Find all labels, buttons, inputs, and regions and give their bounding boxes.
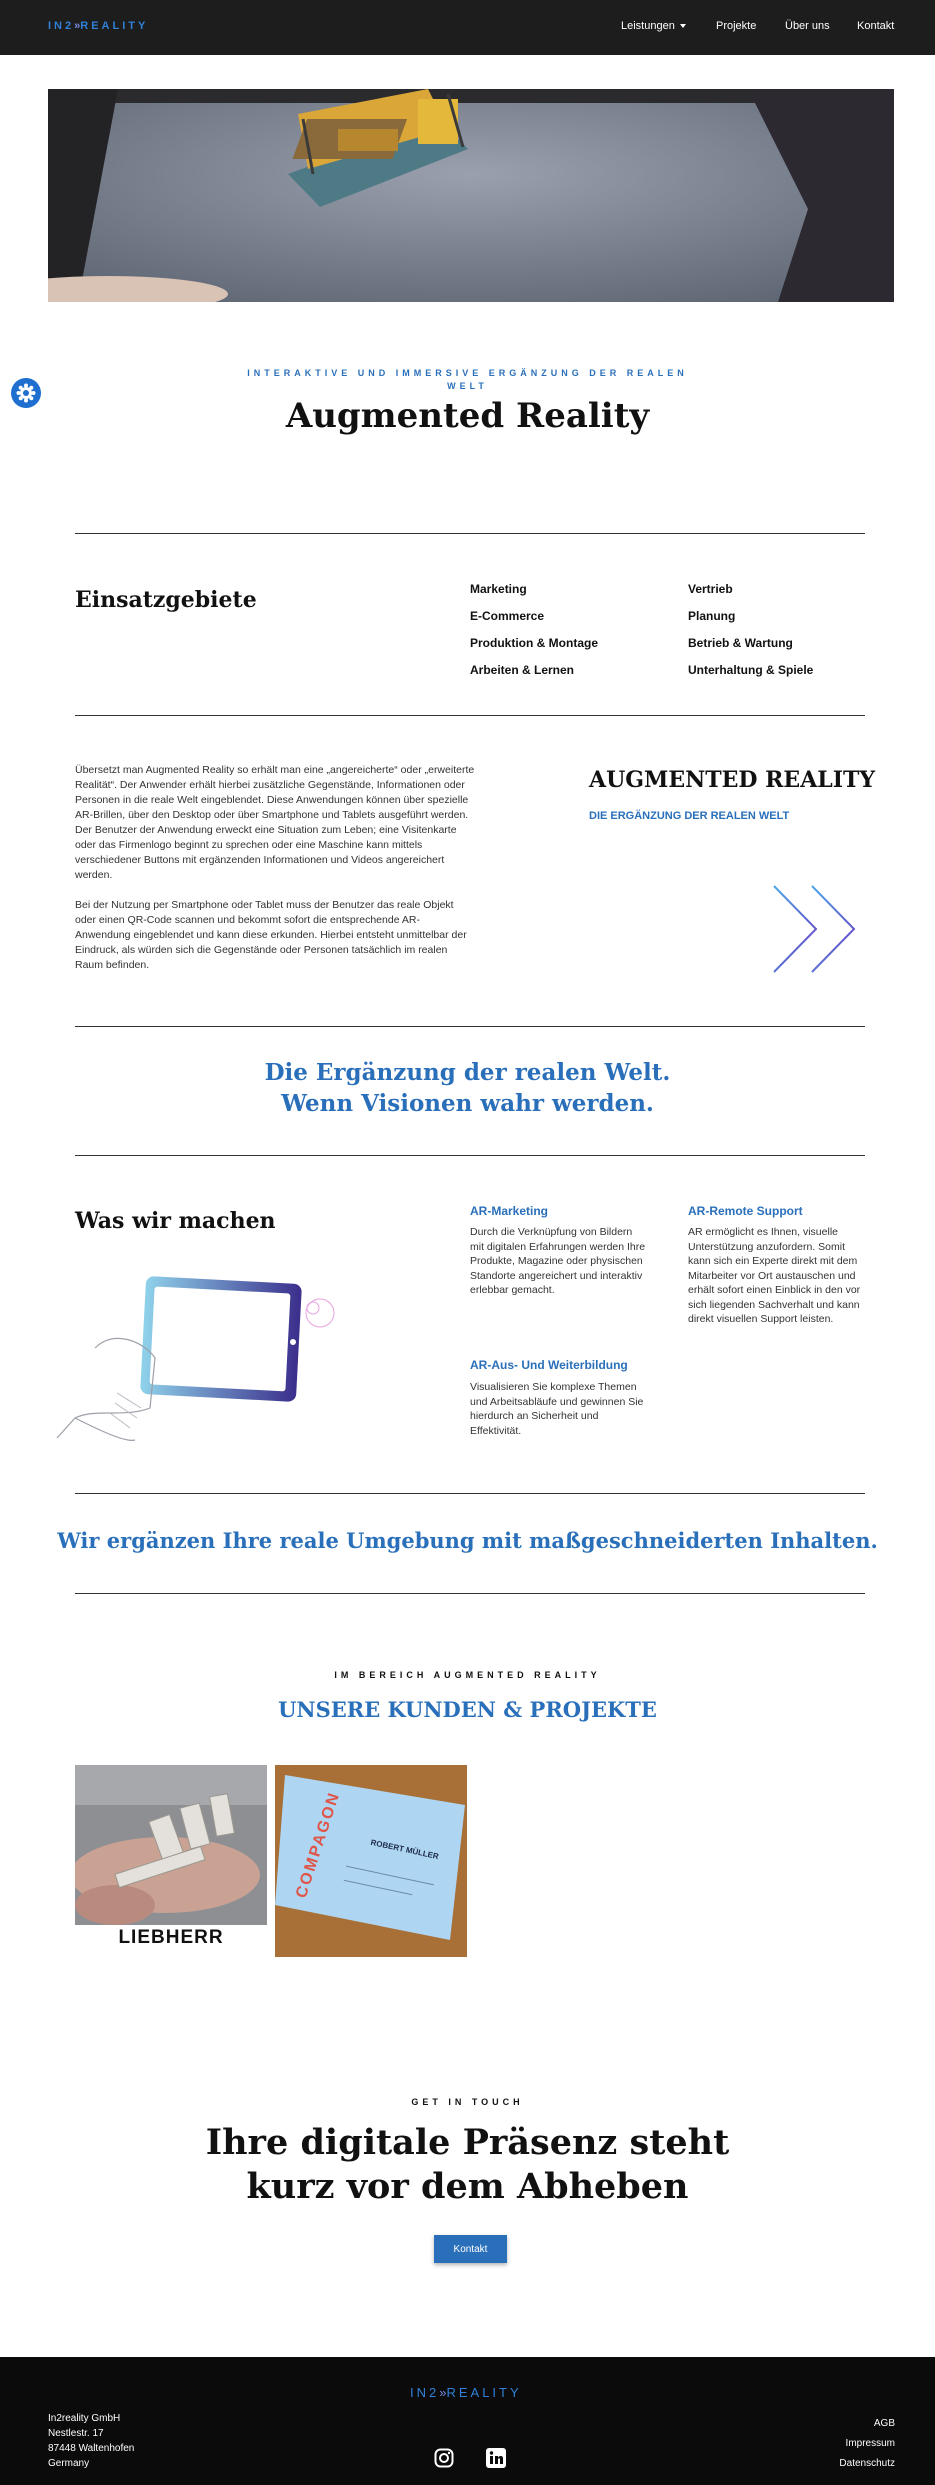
project-card-liebherr[interactable] [75,1765,267,1957]
footer-link-agb[interactable]: AGB [873,2418,895,2429]
nav-services[interactable] [621,20,686,32]
cta-kicker: GET IN TOUCH [411,2097,524,2107]
site-logo[interactable] [48,20,148,32]
liebherr-logo: LIEBHERR [118,1927,224,1948]
service-title: AR-Aus- Und Weiterbildung [470,1358,628,1372]
intro-kicker: INTERAKTIVE UND IMMERSIVE ERGÄNZUNG DER REALEN WELT [247,368,688,391]
area-item: Betrieb & Wartung [688,636,793,650]
area-item: E-Commerce [470,609,545,623]
contact-button[interactable]: Kontakt [434,2235,507,2263]
service-text: AR ermöglicht es Ihnen, visuelle Unterstützung anzufordern. Somit kann sich ein Experte direkt mit dem Mitarbeiter vor Ort austauschen und erhält sofort einen Einblick in den vor sich liegenden Sachverhalt und kann direkt visuellen Support leisten. [688,1226,861,1325]
project-image [75,1765,267,1925]
linkedin-icon[interactable] [486,2448,506,2468]
cta-title-line-2: kurz vor dem Abheben [246,2166,689,2207]
footer-company: In2reality GmbH [48,2413,121,2424]
card-name: ROBERT MÜLLER [369,1837,440,1862]
logo-text-left: IN2 [410,2385,440,2400]
divider [75,715,865,716]
area-item: Arbeiten & Lernen [470,663,575,677]
area-item: Vertrieb [688,582,733,596]
double-chevron-right-icon [770,882,860,977]
about-paragraph-2: Bei der Nutzung per Smartphone oder Tablet muss der Benutzer das reale Objekt oder einen QR-Code scannen und bekommt sofort die entsprechende AR-Anwendung eingeblendet und kann diese erkunden. Hierbei entsteht unmittelbar der Eindruck, als würden sich die Gegenstände oder Personen tatsächlich im realen Raum befinden. [75,899,467,971]
card-brand: COMPAGON [293,1789,344,1901]
instagram-icon[interactable] [434,2448,454,2468]
cta-title [0,2121,935,2209]
customers-kicker: IM BEREICH AUGMENTED REALITY [334,1670,601,1680]
divider [75,1026,865,1027]
quote-1 [0,1057,935,1119]
nav-contact[interactable]: Kontakt [857,20,895,32]
quote-2: Wir ergänzen Ihre reale Umgebung mit maßgeschneiderten Inhalten. [57,1528,878,1553]
service-text: Visualisieren Sie komplexe Themen und Arbeitsabläufe und gewinnen Sie hierdurch an Sicherheit und Effektivität. [470,1381,644,1437]
footer-street: Nestlestr. 17 [48,2428,104,2439]
area-item: Unterhaltung & Spiele [688,663,814,677]
footer-address [48,2411,134,2471]
chevron-down-icon [680,24,686,28]
quote-1-line-1: Die Ergänzung der realen Welt. [264,1059,671,1086]
customers-title: UNSERE KUNDEN & PROJEKTE [278,1697,657,1722]
footer-link-impressum[interactable]: Impressum [845,2438,895,2449]
nav-projects[interactable]: Projekte [716,20,757,32]
project-card-compagon[interactable] [275,1765,467,1957]
service-text: Durch die Verknüpfung von Bildern mit digitalen Erfahrungen werden Ihre Produkte, Magazine oder physischen Standorte angereichert und interaktiv erlebbar gemacht. [470,1226,646,1296]
nav-services-label: Leistungen [621,20,675,32]
service-title: AR-Marketing [470,1204,549,1218]
logo-arrow: » [439,2385,447,2400]
logo-arrow: » [74,20,81,32]
logo-text-left: IN2 [48,20,75,32]
page-title: Augmented Reality [285,396,650,436]
about-side-subtitle: DIE ERGÄNZUNG DER REALEN WELT [589,810,790,822]
footer-logo[interactable] [410,2385,522,2400]
service-title: AR-Remote Support [688,1204,803,1218]
area-item: Marketing [470,582,527,596]
areas-title: Einsatzgebiete [75,587,257,613]
footer-city: 87448 Waltenhofen [48,2443,135,2454]
divider [75,1493,865,1494]
nav-about[interactable]: Über uns [785,20,830,32]
footer-links [780,2414,895,2474]
cta-title-line-1: Ihre digitale Präsenz steht [205,2122,730,2163]
divider [75,1155,865,1156]
logo-text-right: REALITY [446,2385,522,2400]
logo-text-right: REALITY [80,20,149,32]
area-item: Planung [688,609,736,623]
about-side-title: AUGMENTED REALITY [589,767,876,793]
hero-image [48,89,894,302]
about-paragraph-1: Übersetzt man Augmented Reality so erhält man eine „angereicherte“ oder „erweiterte Realität“. Der Anwender erhält hierbei zusätzliche Gegenstände, Informationen oder Personen in die reale Welt eingeblendet. Diese Anwendungen können über spezielle AR-Brillen, über den Desktop oder über Smartphone und Tablets ausgeführt werden. Der Benutzer der Anwendung erweckt eine Situation zum Leben; eine Visitenkarte oder das Firmenlogo beginnt zu sprechen oder eine Maschine kann mittels verschiedener Buttons mit ergänzenden Informationen und Videos angereichert werden. [75,764,475,881]
footer-link-datenschutz[interactable]: Datenschutz [839,2458,895,2469]
tablet-illustration [55,1268,335,1448]
footer-country: Germany [48,2458,90,2469]
area-item: Produktion & Montage [470,636,598,650]
quote-1-line-2: Wenn Visionen wahr werden. [281,1090,654,1117]
services-title: Was wir machen [75,1208,276,1234]
divider [75,1593,865,1594]
divider [75,533,865,534]
